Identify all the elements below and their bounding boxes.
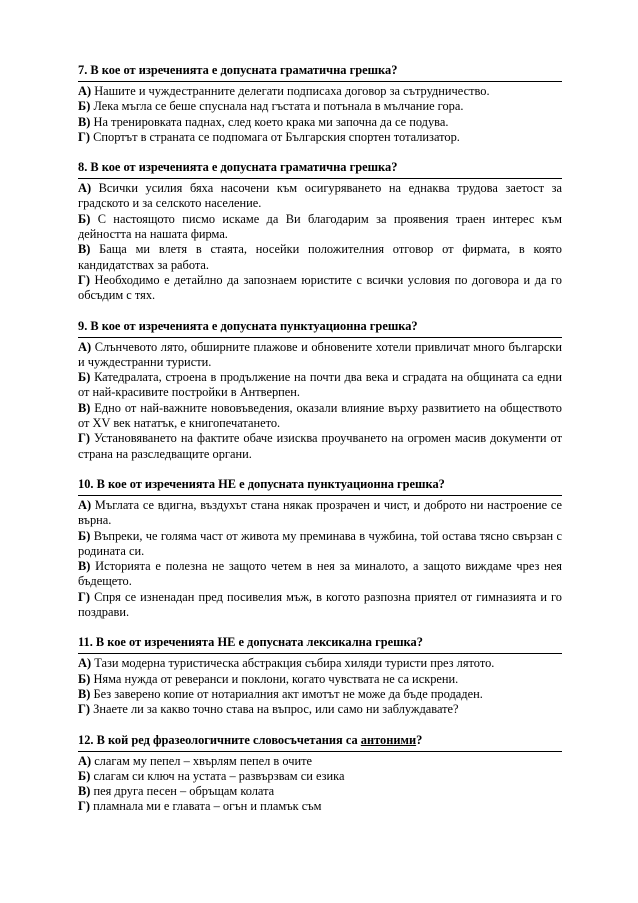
option-text: Баща ми влетя в стаята, носейки положителния отговор от фирмата, в която кандидатствах за работа.	[78, 242, 562, 272]
option-text: Нашите и чуждестранните делегати подписаха договор за сътрудничество.	[94, 84, 490, 98]
question-title: 8. В кое от изреченията е допусната граматична грешка?	[78, 160, 398, 175]
question-title: 7. В кое от изреченията е допусната граматична грешка?	[78, 63, 398, 77]
option-d	[78, 702, 562, 717]
divider-line	[78, 337, 562, 338]
option-text: Мъглата се вдигна, въздухът стана някак прозрачен и чист, и доброто ни настроение се върна.	[78, 497, 562, 528]
option-text: Необходимо е детайлно да запознаем юристите с всички условия по договора и да го обсъдим с тях.	[78, 272, 562, 303]
divider-line	[78, 178, 562, 179]
option-letter: Г)	[78, 799, 91, 814]
option-letter: В)	[78, 400, 91, 415]
option-letter: Б)	[78, 768, 91, 783]
question-title-emphasis: НЕ	[217, 635, 236, 650]
option-c	[78, 115, 562, 130]
option-text: С настоящото писмо искаме да Ви благодарим за проявения траен интерес към дейността на нашата фирма.	[78, 211, 562, 242]
test-page	[78, 62, 562, 829]
option-a	[78, 84, 562, 99]
option-b	[78, 529, 562, 560]
option-text: Няма нужда от реверанси и поклони, когато чувствата не са искрени.	[93, 671, 459, 686]
option-d	[78, 130, 562, 145]
option-c	[78, 401, 562, 432]
option-letter: В)	[78, 242, 91, 257]
option-a	[78, 340, 562, 371]
question-8	[78, 159, 562, 303]
option-text: Без заверено копие от нотариалния акт имотът не може да бъде продаден.	[93, 686, 483, 701]
option-letter: А)	[78, 339, 92, 354]
option-text: Установяването на фактите обаче изисква проучването на огромен масив документи от страна на разследващите органи.	[78, 431, 562, 461]
question-10	[78, 476, 562, 620]
question-title-start: 12. В кой ред фразеологичните словосъчетания са	[78, 732, 361, 747]
option-letter: А)	[78, 753, 92, 768]
option-a	[78, 181, 562, 212]
divider-line	[78, 751, 562, 752]
option-text: слагам си ключ на устата – развързвам си езика	[93, 768, 345, 783]
option-letter: Г)	[78, 702, 91, 717]
option-letter: Б)	[78, 211, 91, 226]
option-letter: Б)	[78, 528, 91, 543]
option-letter: Б)	[78, 370, 91, 385]
option-b	[78, 212, 562, 243]
option-c	[78, 687, 562, 702]
divider-line	[78, 495, 562, 496]
option-c	[78, 242, 562, 273]
option-text: Въпреки, че голяма част от живота му преминава в чужбина, той остава тясно свързан с родината си.	[78, 528, 562, 558]
option-a	[78, 498, 562, 529]
option-letter: Б)	[78, 99, 91, 114]
question-title-end: е допусната пунктуационна грешка?	[236, 476, 445, 491]
option-b	[78, 370, 562, 401]
option-letter: А)	[78, 656, 92, 671]
question-7	[78, 62, 562, 145]
question-title-end: е допусната лексикална грешка?	[235, 635, 423, 650]
question-title	[78, 732, 562, 748]
question-title-emphasis: НЕ	[218, 476, 237, 491]
option-text: Катедралата, строена в продължение на почти два века и сградата на общината са едни от най-красивите постройки в Антверпен.	[78, 370, 562, 400]
option-text: Едно от най-важните нововъведения, оказали влияние върху развитието на обществото от XV век нататък, е книгопечатането.	[78, 400, 562, 431]
option-b	[78, 99, 562, 114]
option-letter: Г)	[78, 272, 91, 287]
option-c	[78, 784, 562, 799]
option-d	[78, 590, 562, 621]
option-text: Лека мъгла се беше спуснала над гъстата и потънала в мълчание гора.	[93, 99, 464, 114]
divider-line	[78, 653, 562, 654]
option-b	[78, 769, 562, 784]
option-text: Всички усилия бяха насочени към осигуряването на еднаква трудова заетост за градското и за селското население.	[78, 181, 562, 211]
option-text: На тренировката паднах, след което крака ми започна да се подува.	[93, 114, 449, 129]
question-title-emphasis: антоними	[360, 732, 417, 747]
option-letter: В)	[78, 114, 91, 129]
question-title	[78, 634, 562, 650]
option-text: Спортът в страната се подпомага от Българския спортен тотализатор.	[93, 129, 460, 144]
option-a	[78, 656, 562, 671]
question-title-start: 10. В кое от изреченията	[78, 476, 219, 491]
question-12	[78, 732, 562, 815]
option-c	[78, 559, 562, 590]
option-letter: Г)	[78, 129, 91, 144]
option-text: Слънчевото лято, обширните плажове и обновените хотели привличат много български и чуждестранни туристи.	[78, 339, 562, 369]
option-letter: В)	[78, 559, 91, 574]
option-d	[78, 431, 562, 462]
option-letter: В)	[78, 784, 91, 799]
option-letter: Б)	[78, 671, 91, 686]
option-letter: В)	[78, 686, 91, 701]
option-text: Тази модерна туристическа абстракция събира хиляди туристи през лятото.	[94, 656, 495, 671]
option-letter: А)	[78, 497, 92, 512]
question-title: 9. В кое от изреченията е допусната пунктуационна грешка?	[78, 318, 418, 333]
option-b	[78, 672, 562, 687]
question-title-start: 11. В кое от изреченията	[78, 635, 218, 650]
option-letter: А)	[78, 84, 92, 98]
option-d	[78, 273, 562, 304]
question-9	[78, 318, 562, 462]
option-text: Спря се изненадан пред посивелия мъж, в когото разпозна приятел от гимназията и го поздрави.	[78, 589, 562, 620]
question-title	[78, 476, 562, 492]
question-11	[78, 634, 562, 717]
divider-line	[78, 81, 562, 82]
option-text: Знаете ли за какво точно става на въпрос, или само ни заблуждавате?	[93, 702, 459, 717]
question-title-end: ?	[416, 732, 423, 747]
option-text: Историята е полезна не защото четем в нея за миналото, а защото виждаме чрез нея бъдещето.	[78, 559, 562, 589]
option-text: пламнала ми е главата – огън и пламък съм	[93, 799, 322, 814]
option-a	[78, 754, 562, 769]
option-letter: А)	[78, 181, 92, 196]
option-d	[78, 799, 562, 814]
option-text: слагам му пепел – хвърлям пепел в очите	[94, 753, 312, 768]
option-text: пея друга песен – обръщам колата	[93, 784, 275, 799]
option-letter: Г)	[78, 431, 91, 446]
option-letter: Г)	[78, 589, 91, 604]
